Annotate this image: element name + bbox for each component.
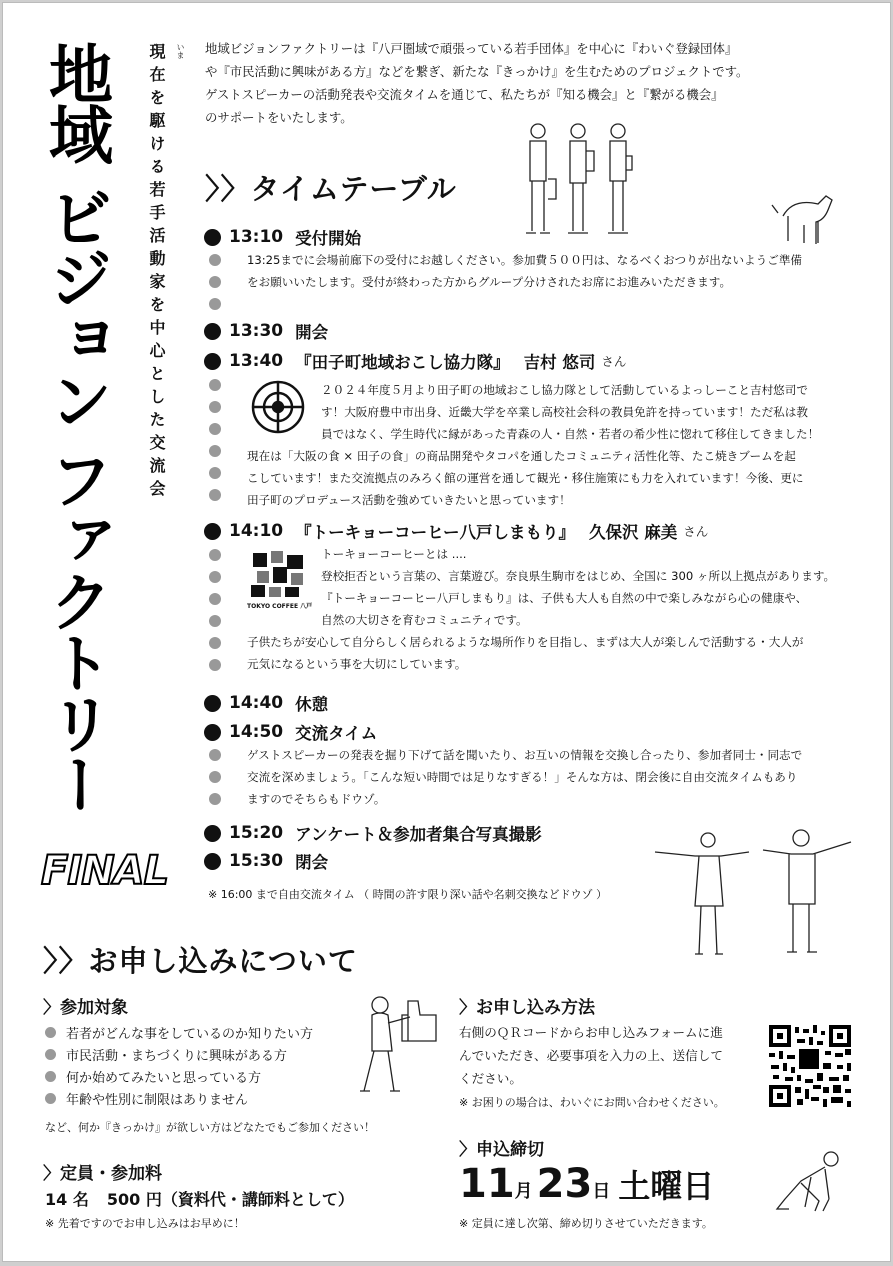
target-list [45,1021,313,1109]
timetable-reception: 13:10 受付開始 [204,225,361,249]
reception-desc: 13:25までに会場前廊下の受付にお越しください。参加費５００円は、なるべくおつりが出ないようご準備 をお願いいたします。受付が終わった方からグループ分けされたお席にお進みいただきます。 [247,253,803,289]
qr-code[interactable] [769,1025,851,1107]
speaker2-desc-a: トーキョーコーヒーとは .... 登校拒否という言葉の、言葉遊び。奈良県生駒市をはじめ、全国に 300 ヶ所以上拠点があります。 『トーキョーコーヒー八戸しまもり』は、子供も大人も自然の中で楽しみながら心の健康や、 自然の大切さを育むコミュニティです。 [321,547,836,627]
title-chiiki: 地域 [38,41,112,163]
deadline-note: ※ 定員に達し次第、締め切りさせていただきます。 [459,1217,713,1230]
timetable-survey: 15:20 アンケート＆参加者集合写真撮影 [204,821,542,845]
title-final: FINAL [41,848,169,894]
thumbs-up-illustration [348,993,443,1098]
tokyo-coffee-logo: TOKYO COFFEE 八戸 [247,549,313,611]
method-heading: 〉お申し込み方法 [459,998,595,1018]
runner-start-illustration [771,1147,851,1219]
timetable-closing: 15:30 閉会 [204,849,328,873]
list-item: 市民活動・まちづくりに興味がある方 [45,1043,313,1065]
deadline-date: 11月 23日 土曜日 [459,1161,715,1207]
method-text: 右側のＱＲコードからお申し込みフォームに進 んでいただき、必要事項を入力の上、送信して ください。 [459,1025,723,1086]
welcoming-people-illustration [653,828,858,958]
speaker1-desc-b: 現在は「大阪の食 × 田子の食」の商品開発やタコパを通したコミュニティ活性化等、たこ焼きブームを起 こしています！また交流拠点のみろく館の運営を通して観光・移住施策にも力を入れています！今後、更に 田子町のプロデュース活動を強めていきたいと思っています！ [247,449,804,507]
deadline-heading: 〉申込締切 [459,1140,544,1160]
timetable-break: 14:40 休憩 [204,691,328,715]
list-item: 若者がどんな事をしているのか知りたい方 [45,1021,313,1043]
people-with-dog-illustration [518,121,848,246]
timetable-opening: 13:30 開会 [204,319,328,343]
timetable-heading: 〉〉タイムテーブル [205,172,457,206]
speaker2-desc-b: 子供たちが安心して自分らしく居られるような場所作りを目指し、まずは大人が楽しんで活動する・大人が 元気になるという事を大切にしています。 [247,635,804,671]
list-item: 何か始めてみたいと思っている方 [45,1065,313,1087]
subtitle-ruby: いま [176,43,185,59]
timetable-speaker1: 13:40 『田子町地域おこし協力隊』 吉村 悠司 さん [204,349,626,373]
speaker1-desc-a: ２０２４年度５月より田子町の地域おこし協力隊として活動しているよっしーこと吉村悠司で す！大阪府豊中市出身、近畿大学を卒業し高校社会科の教員免許を持っています！ただ私は教 員ではなく、学生時代に縁があった青森の人・自然・若者の希少性に惚れて移住してきました！ [321,383,820,441]
timetable-exchange: 14:50 交流タイム [204,720,377,744]
target-heading: 〉参加対象 [43,998,128,1018]
intro-text: 地域ビジョンファクトリーは『八戸圏域で頑張っている若手団体』を中心に『わいぐ登録団体』 や『市民活動に興味がある方』などを繋ぎ、新たな『きっかけ』を生むためのプロジェクトです。 ゲストスピーカーの活動発表や交流タイムを通じて、私たちが『知る機会』と『繋がる機会』 のサポートをいたします。 [205,41,749,125]
method-note: ※ お困りの場合は、わいぐにお問い合わせください。 [459,1096,725,1109]
list-item: 年齢や性別に制限はありません [45,1087,313,1109]
capacity-line: 14 名 500 円（資料代・講師料として） [45,1190,354,1209]
exchange-desc: ゲストスピーカーの発表を掘り下げて話を聞いたり、お互いの情報を交換し合ったり、参加者同士・同志で 交流を深めましょう。「こんな短い時間では足りなすぎる！」そんな方は、閉会後に自由交流タイムもあり ますのでそちらもドウゾ。 [247,748,803,806]
flyer-page [2,2,891,1262]
timetable-speaker2: 14:10 『トーキョーコーヒー八戸しまもり』 久保沢 麻美 さん [204,519,708,543]
takko-emblem-icon [248,379,308,435]
title-vision-factory: ビジョンファクトリー [38,185,112,813]
capacity-heading: 〉定員・参加料 [43,1164,162,1184]
timetable-note: ※ 16:00 まで自由交流タイム （ 時間の許す限り深い話や名刺交換などドウゾ ） [208,888,608,901]
apply-heading: 〉〉お申し込みについて [43,944,358,978]
tokyo-coffee-logo-icon [247,549,313,599]
capacity-note: ※ 先着ですのでお申し込みはお早めに！ [45,1217,245,1230]
subtitle: 現在を駆ける若手活動家を中心とした交流会 [147,43,166,503]
target-note: など、何か『きっかけ』が欲しい方はどなたでもご参加ください！ [45,1121,375,1134]
